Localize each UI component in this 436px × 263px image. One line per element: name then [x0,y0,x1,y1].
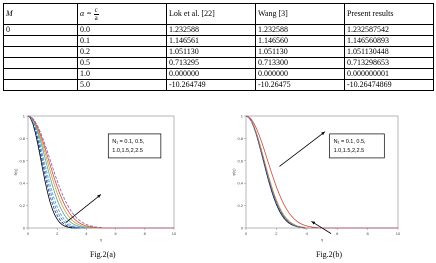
cell-lok: 0.000000 [167,69,256,80]
annotation-text: N₁ = 0.1, 0.5, [112,138,145,145]
y-tick-label: 0.4 [237,180,243,186]
y-tick-label: 0.8 [237,135,243,141]
cell-m [4,58,78,69]
results-table [3,3,434,91]
alpha-denominator: a [94,13,98,22]
annotation-text: 1.0,1.5,2,2.5 [112,147,143,154]
cell-m [4,69,78,80]
y-tick-label: 0.6 [19,158,25,164]
cell-lok: 1.232588 [167,25,256,36]
cell-wang: -10.26475 [256,80,345,91]
figure-2a-plot [4,108,180,250]
x-tick-label: 4 [305,231,308,236]
cell-present: 0.713298653 [345,58,434,69]
cell-lok: 0.713295 [167,58,256,69]
annotation-text: 1.0,1.5,2,2.5 [333,147,365,154]
cell-alpha: 0.0 [78,25,167,36]
cell-wang: 0.713300 [256,58,345,69]
cell-m [4,36,78,47]
table-row [4,69,434,80]
y-tick-label: 1 [22,113,25,119]
annotation-box [330,134,385,158]
cell-lok: -10.264749 [167,80,256,91]
cell-lok: 1.051130 [167,47,256,58]
cell-alpha: 5.0 [78,80,167,91]
cell-m [4,47,78,58]
figure-2b-caption: Fig.2(b) [316,250,342,259]
annotation-text: N₁ = 0.1, 0.5, [333,138,366,145]
x-tick-label: 4 [85,231,88,236]
y-tick-label: 0.4 [19,180,25,186]
cell-present: 1.232587542 [345,25,434,36]
x-tick-label: 8 [143,231,146,236]
alpha-fraction [94,7,99,22]
figure-2b-plot [226,108,404,250]
table-row [4,80,434,91]
header-present: Present results [345,4,434,25]
cell-m: 0 [4,25,78,36]
figure-2a-caption: Fig.2(a) [90,250,116,259]
x-tick-label: 10 [395,231,401,236]
header-m: M [4,4,78,25]
plot-frame [28,116,174,228]
x-tick-label: 2 [275,231,278,236]
x-tick-label: 2 [56,231,59,236]
table-row [4,47,434,58]
y-axis-label: θ(η) [13,168,18,176]
x-tick-label: 0 [244,231,248,236]
header-alpha [78,4,167,25]
y-tick-label: 0.2 [19,203,25,209]
y-tick-label: 0 [22,225,25,231]
cell-present: 1.146560893 [345,36,434,47]
cell-alpha: 0.2 [78,47,167,58]
header-lok: Lok et al. [22] [167,4,256,25]
y-tick-label: 0.2 [237,203,243,209]
cell-present: 1.051130448 [345,47,434,58]
cell-wang: 1.051130 [256,47,345,58]
table-row [4,58,434,69]
cell-lok: 1.146561 [167,36,256,47]
table-row [4,25,434,36]
y-tick-label: 0.6 [237,158,243,164]
y-tick-label: 0.8 [19,135,25,141]
cell-present: 0.000000001 [345,69,434,80]
cell-alpha: 0.1 [78,36,167,47]
x-tick-label: 6 [336,231,339,236]
x-tick-label: 8 [366,231,369,236]
cell-alpha: 1.0 [78,69,167,80]
cell-m [4,80,78,91]
table-header-row [4,4,434,25]
annotation-box [108,134,161,158]
y-tick-label: 0 [240,225,243,231]
x-tick-label: 10 [171,231,177,236]
cell-wang: 1.232588 [256,25,345,36]
cell-wang: 1.146560 [256,36,345,47]
y-tick-label: 1 [240,113,243,119]
cell-present: -10.26474869 [345,80,434,91]
header-wang: Wang [3] [256,4,345,25]
x-axis-label: η [99,237,103,242]
alpha-numerator: c [94,5,98,14]
cell-wang: 0.000000 [256,69,345,80]
alpha-symbol: α = [80,9,92,19]
table-row [4,36,434,47]
x-tick-label: 0 [26,231,30,236]
y-axis-label: φ(η) [231,168,236,176]
x-tick-label: 6 [114,231,117,236]
x-axis-label: η [320,237,324,242]
cell-alpha: 0.5 [78,58,167,69]
